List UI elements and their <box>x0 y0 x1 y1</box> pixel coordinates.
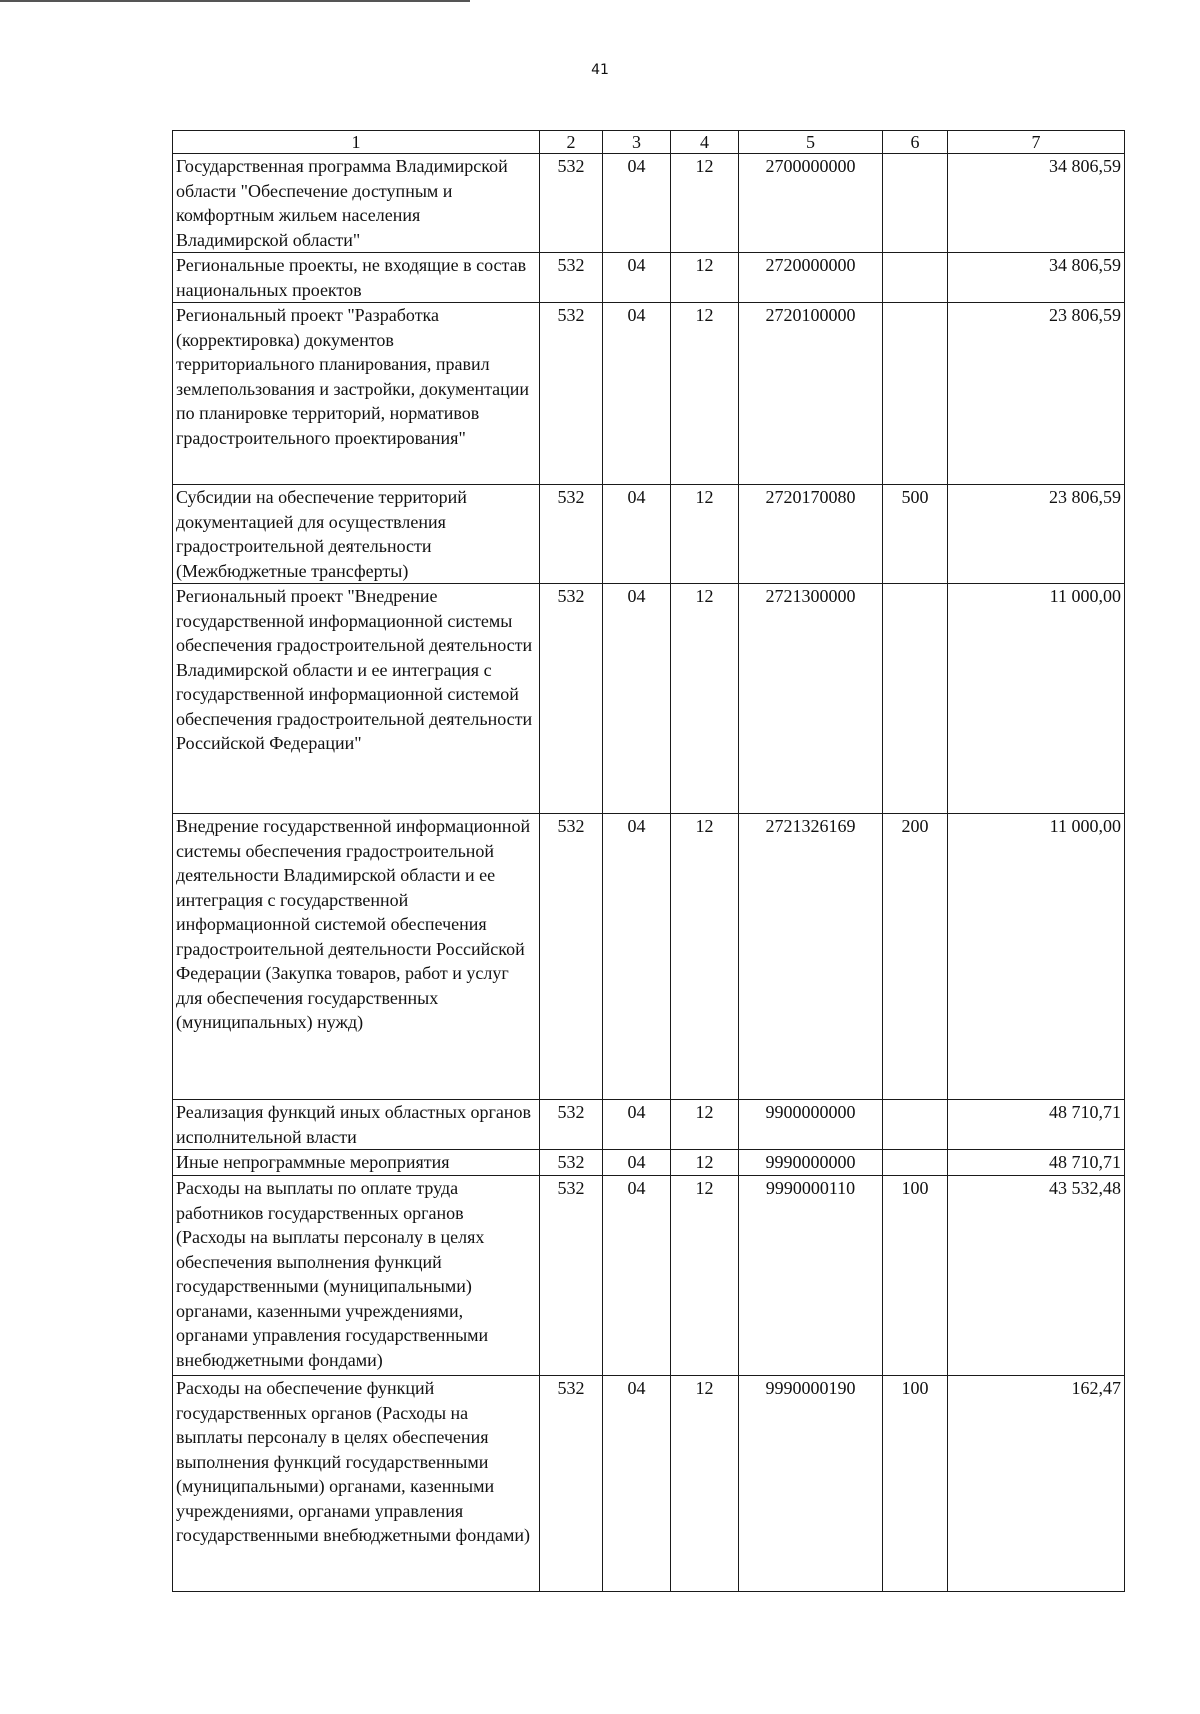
row-name: Субсидии на обеспечение территорий документацией для осуществления градостроительной деятельности (Межбюджетные трансферты) <box>173 485 540 584</box>
row-target-code: 9990000110 <box>739 1176 883 1376</box>
row-code: 532 <box>540 584 603 814</box>
row-name: Расходы на выплаты по оплате труда работников государственных органов (Расходы на выплаты персоналу в целях обеспечения выполнения функций государственными (муниципальными) органами, казенными учреждениями, органами управления государственными внебюджетными фондами) <box>173 1176 540 1376</box>
row-expense-type <box>883 584 948 814</box>
table-body <box>173 131 1125 1592</box>
row-section: 04 <box>603 253 671 303</box>
row-section: 04 <box>603 1176 671 1376</box>
header-cell-5: 5 <box>739 131 883 154</box>
row-code: 532 <box>540 253 603 303</box>
table-row <box>173 814 1125 1100</box>
row-amount: 11 000,00 <box>948 814 1125 1100</box>
row-subsection: 12 <box>671 485 739 584</box>
row-section: 04 <box>603 814 671 1100</box>
row-subsection: 12 <box>671 584 739 814</box>
row-subsection: 12 <box>671 1376 739 1592</box>
table-row <box>173 303 1125 485</box>
row-code: 532 <box>540 1100 603 1150</box>
row-subsection: 12 <box>671 1150 739 1176</box>
row-amount: 23 806,59 <box>948 303 1125 485</box>
row-expense-type <box>883 1150 948 1176</box>
row-amount: 11 000,00 <box>948 584 1125 814</box>
row-expense-type <box>883 154 948 253</box>
row-amount: 48 710,71 <box>948 1150 1125 1176</box>
header-row <box>173 131 1125 154</box>
table-row <box>173 1376 1125 1592</box>
row-section: 04 <box>603 1150 671 1176</box>
row-section: 04 <box>603 1376 671 1592</box>
row-expense-type <box>883 303 948 485</box>
row-subsection: 12 <box>671 253 739 303</box>
row-amount: 43 532,48 <box>948 1176 1125 1376</box>
header-cell-4: 4 <box>671 131 739 154</box>
row-target-code: 2720000000 <box>739 253 883 303</box>
row-subsection: 12 <box>671 1100 739 1150</box>
row-expense-type: 100 <box>883 1376 948 1592</box>
row-name: Региональный проект "Разработка (корректировка) документов территориального планирования, правил землепользования и застройки, документации по планировке территорий, нормативов градостроительного проектирования" <box>173 303 540 485</box>
page-number: 41 <box>591 62 609 78</box>
row-name: Региональный проект "Внедрение государственной информационной системы обеспечения градостроительной деятельности Владимирской области и ее интеграция с государственной информационной системой обеспечения градостроительной деятельности Российской Федерации" <box>173 584 540 814</box>
row-section: 04 <box>603 154 671 253</box>
row-section: 04 <box>603 303 671 485</box>
row-amount: 48 710,71 <box>948 1100 1125 1150</box>
table-row <box>173 1100 1125 1150</box>
header-cell-6: 6 <box>883 131 948 154</box>
row-target-code: 9900000000 <box>739 1100 883 1150</box>
row-name: Иные непрограммные мероприятия <box>173 1150 540 1176</box>
row-expense-type: 100 <box>883 1176 948 1376</box>
row-target-code: 2720100000 <box>739 303 883 485</box>
row-code: 532 <box>540 1176 603 1376</box>
table-row <box>173 154 1125 253</box>
row-expense-type: 500 <box>883 485 948 584</box>
row-code: 532 <box>540 1376 603 1592</box>
row-subsection: 12 <box>671 1176 739 1376</box>
row-target-code: 9990000190 <box>739 1376 883 1592</box>
row-target-code: 2720170080 <box>739 485 883 584</box>
header-cell-2: 2 <box>540 131 603 154</box>
row-subsection: 12 <box>671 154 739 253</box>
row-section: 04 <box>603 584 671 814</box>
row-target-code: 9990000000 <box>739 1150 883 1176</box>
row-expense-type <box>883 253 948 303</box>
row-expense-type: 200 <box>883 814 948 1100</box>
scan-edge-line <box>0 0 470 2</box>
row-name: Внедрение государственной информационной системы обеспечения градостроительной деятельности Владимирской области и ее интеграция с государственной информационной системой обеспечения градостроительной деятельности Российской Федерации (Закупка товаров, работ и услуг для обеспечения государственных (муниципальных) нужд) <box>173 814 540 1100</box>
row-subsection: 12 <box>671 303 739 485</box>
row-name: Государственная программа Владимирской области "Обеспечение доступным и комфортным жильем населения Владимирской области" <box>173 154 540 253</box>
header-cell-7: 7 <box>948 131 1125 154</box>
row-code: 532 <box>540 814 603 1100</box>
table-row <box>173 253 1125 303</box>
row-name: Региональные проекты, не входящие в состав национальных проектов <box>173 253 540 303</box>
row-amount: 34 806,59 <box>948 253 1125 303</box>
table-row <box>173 485 1125 584</box>
row-name: Реализация функций иных областных органов исполнительной власти <box>173 1100 540 1150</box>
budget-table <box>172 130 1125 1592</box>
header-cell-1: 1 <box>173 131 540 154</box>
row-amount: 162,47 <box>948 1376 1125 1592</box>
row-target-code: 2700000000 <box>739 154 883 253</box>
row-target-code: 2721300000 <box>739 584 883 814</box>
row-expense-type <box>883 1100 948 1150</box>
row-target-code: 2721326169 <box>739 814 883 1100</box>
row-code: 532 <box>540 154 603 253</box>
row-code: 532 <box>540 1150 603 1176</box>
row-amount: 23 806,59 <box>948 485 1125 584</box>
header-cell-3: 3 <box>603 131 671 154</box>
row-amount: 34 806,59 <box>948 154 1125 253</box>
row-code: 532 <box>540 485 603 584</box>
table-row <box>173 584 1125 814</box>
row-code: 532 <box>540 303 603 485</box>
row-name: Расходы на обеспечение функций государственных органов (Расходы на выплаты персоналу в целях обеспечения выполнения функций государственными (муниципальными) органами, казенными учреждениями, органами управления государственными внебюджетными фондами) <box>173 1376 540 1592</box>
row-subsection: 12 <box>671 814 739 1100</box>
table-row <box>173 1150 1125 1176</box>
table-row <box>173 1176 1125 1376</box>
row-section: 04 <box>603 1100 671 1150</box>
row-section: 04 <box>603 485 671 584</box>
